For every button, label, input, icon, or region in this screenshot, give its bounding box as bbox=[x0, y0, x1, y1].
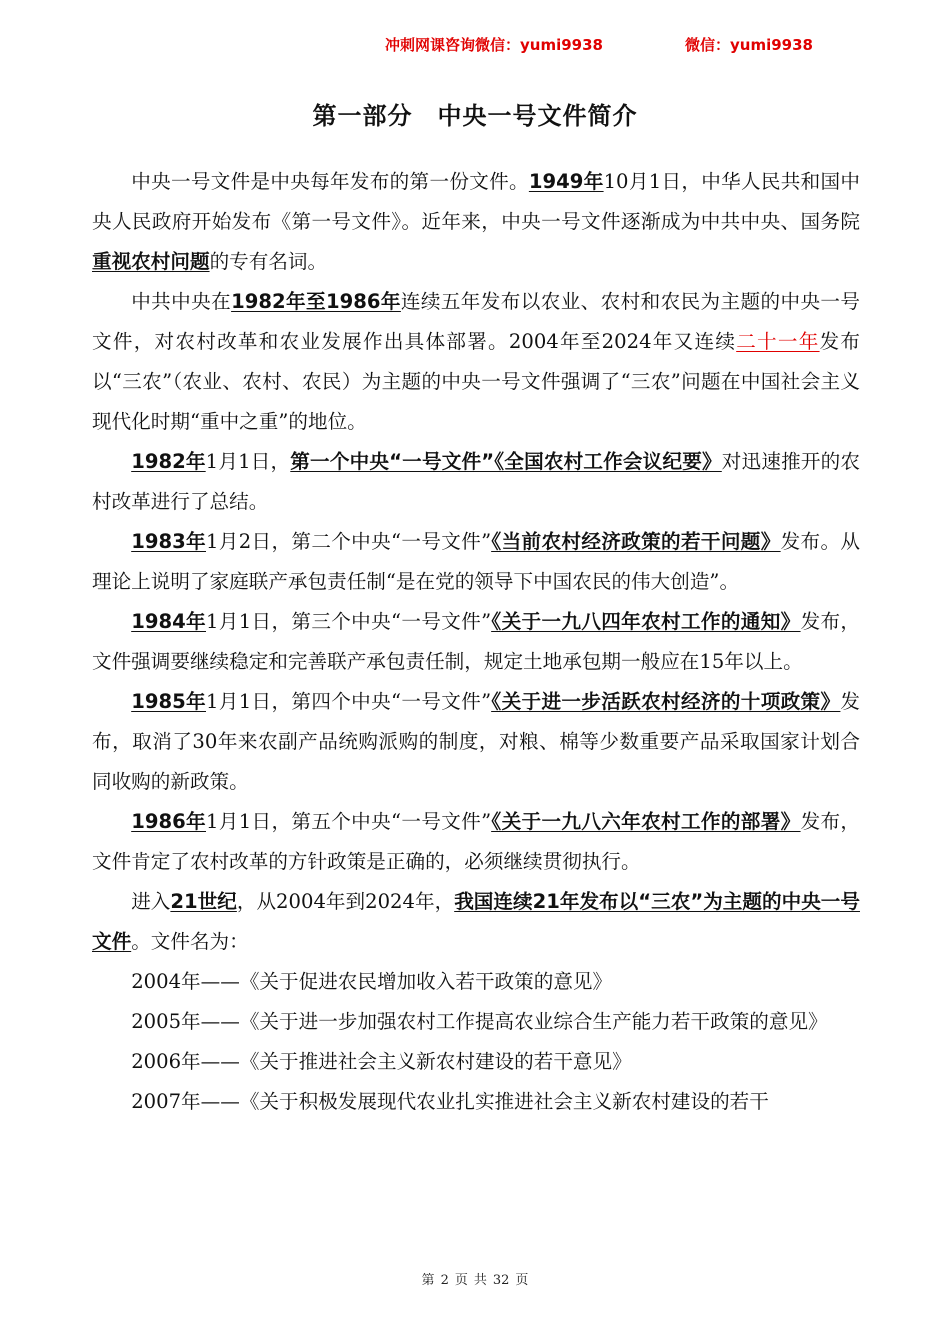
document-body bbox=[92, 162, 860, 1122]
paragraph-1982: 1982年1月1日，第一个中央“一号文件”《全国农村工作会议纪要》对迅速推开的农村改革进行了总结。 bbox=[92, 450, 860, 513]
page-footer: 第 2 页 共 32 页 bbox=[421, 1273, 529, 1288]
page-header bbox=[0, 30, 950, 58]
total-pages: 32 bbox=[492, 1273, 510, 1288]
paragraph-1983: 1983年1月2日，第二个中央“一号文件”《当前农村经济政策的若干问题》发布。从理论上说明了家庭联产承包责任制“是在党的领导下中国农民的伟大创造”。 bbox=[92, 530, 861, 593]
page-title: 第一部分 中央一号文件简介 bbox=[312, 102, 638, 130]
paragraph-history: 中共中央在1982年至1986年连续五年发布以农业、农村和农民为主题的中央一号文件，对农村改革和农业发展作出具体部署。2004年至2024年又连续二十一年发布以“三农”（农业、农村、农民）为主题的中央一号文件强调了“三农”问题在中国社会主义现代化时期“重中之重”的地位。 bbox=[92, 290, 861, 433]
list-item: 2007年——《关于积极发展现代农业扎实推进社会主义新农村建设的若干 bbox=[131, 1090, 769, 1113]
paragraph-1986: 1986年1月1日，第五个中央“一号文件”《关于一九八六年农村工作的部署》发布，文件肯定了农村改革的方针政策是正确的，必须继续贯彻执行。 bbox=[92, 810, 861, 873]
page-number: 2 bbox=[440, 1273, 449, 1288]
list-item: 2004年——《关于促进农民增加收入若干政策的意见》 bbox=[131, 970, 613, 993]
paragraph-1984: 1984年1月1日，第三个中央“一号文件”《关于一九八四年农村工作的通知》发布，文件强调要继续稳定和完善联产承包责任制，规定土地承包期一般应在15年以上。 bbox=[92, 610, 861, 673]
list-item: 2005年——《关于进一步加强农村工作提高农业综合生产能力若干政策的意见》 bbox=[131, 1010, 828, 1033]
header-contact-left: 冲刺网课咨询微信：yumi9938 bbox=[385, 36, 603, 54]
paragraph-intro: 中央一号文件是中央每年发布的第一份文件。1949年10月1日，中华人民共和国中央人民政府开始发布《第一号文件》。近年来，中央一号文件逐渐成为中共中央、国务院重视农村问题的专有名词。 bbox=[92, 170, 861, 273]
list-item: 2006年——《关于推进社会主义新农村建设的若干意见》 bbox=[131, 1050, 632, 1073]
paragraph-1985: 1985年1月1日，第四个中央“一号文件”《关于进一步活跃农村经济的十项政策》发布，取消了30年来农副产品统购派购的制度，对粮、棉等少数重要产品采取国家计划合同收购的新政策。 bbox=[92, 690, 861, 793]
header-contact-right: 微信：yumi9938 bbox=[685, 36, 813, 54]
paragraph-21st-century: 进入21世纪，从2004年到2024年，我国连续21年发布以“三农”为主题的中央一号文件。文件名为： bbox=[92, 890, 860, 953]
